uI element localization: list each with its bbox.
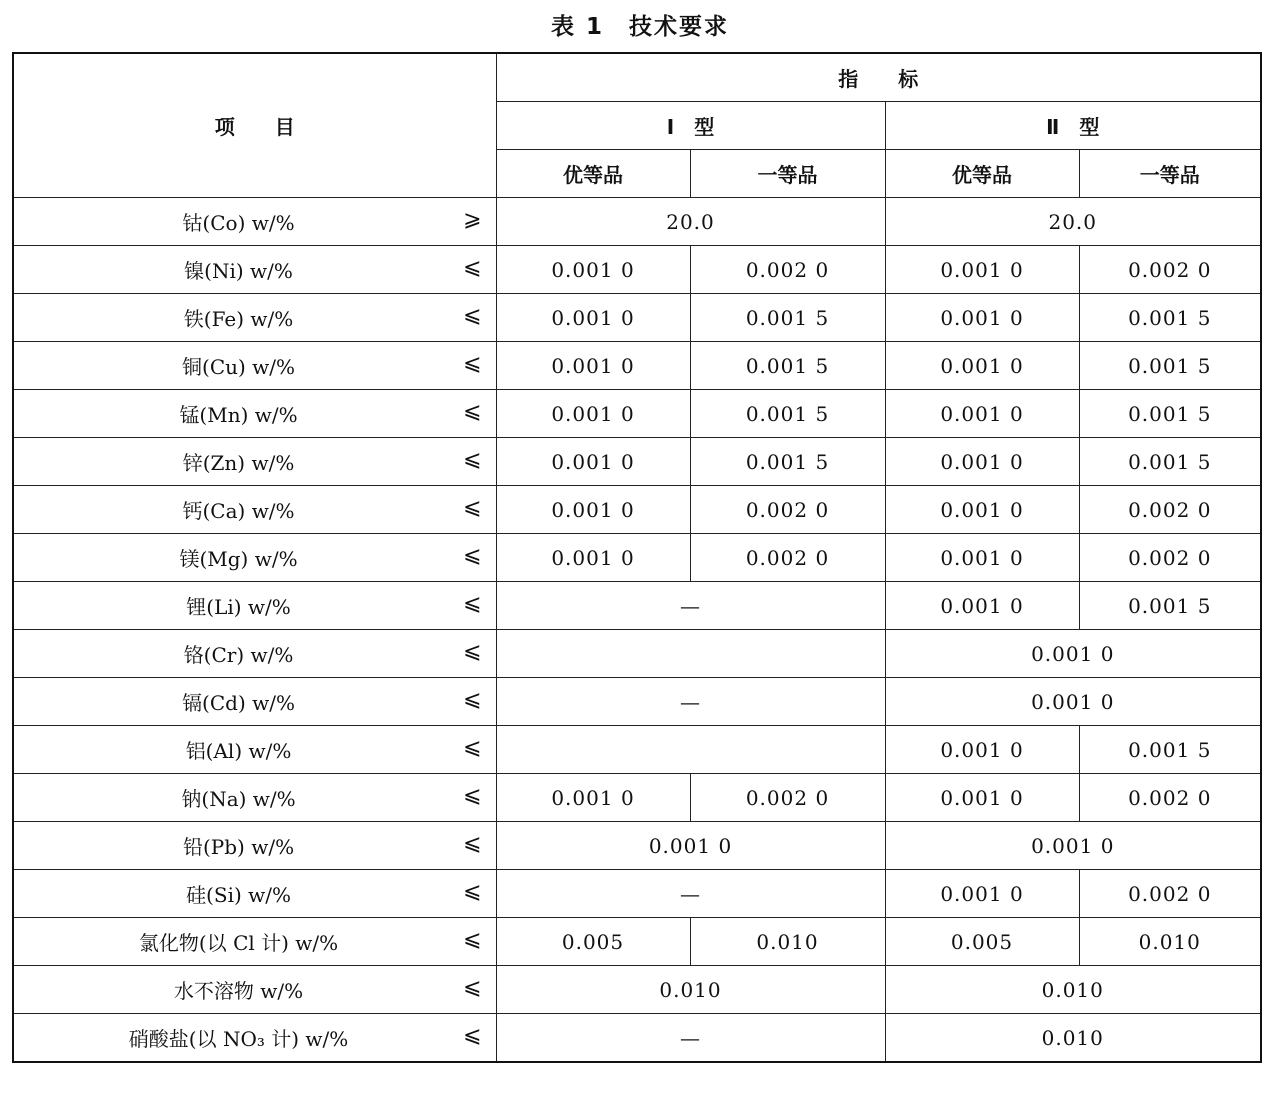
value-cell: 0.001 0 (885, 630, 1261, 678)
value-cell: 0.001 0 (496, 294, 690, 342)
value-cell: 0.010 (885, 966, 1261, 1014)
value-cell: 0.001 5 (690, 438, 885, 486)
value-cell: 0.005 (885, 918, 1079, 966)
row-relation: ⩽ (463, 975, 482, 1000)
table-row (13, 774, 1261, 822)
header-item: 项 目 (13, 53, 496, 198)
row-relation: ⩽ (463, 399, 482, 424)
row-relation: ⩽ (463, 735, 482, 760)
table-row (13, 966, 1261, 1014)
row-item-label: 硝酸盐(以 NO₃ 计) w/% (128, 1027, 349, 1051)
value-cell (496, 630, 885, 678)
row-relation: ⩽ (463, 303, 482, 328)
table-row (13, 390, 1261, 438)
header-row-indicator (13, 53, 1261, 102)
row-item-label: 镉(Cd) w/% (182, 691, 295, 715)
value-cell: 0.001 0 (885, 870, 1079, 918)
row-item-label: 铅(Pb) w/% (182, 835, 295, 859)
value-cell: 0.001 0 (885, 246, 1079, 294)
table-title: 表 1 技术要求 (550, 14, 729, 40)
value-cell: 0.005 (496, 918, 690, 966)
header-type2-superior: 优等品 (885, 150, 1079, 198)
value-cell: 0.001 0 (885, 438, 1079, 486)
table-row (13, 1014, 1261, 1063)
table-row (13, 534, 1261, 582)
row-item-label: 镍(Ni) w/% (184, 259, 293, 283)
row-relation: ⩾ (463, 207, 482, 232)
value-cell: 0.001 0 (885, 822, 1261, 870)
row-relation: ⩽ (463, 495, 482, 520)
table-row (13, 246, 1261, 294)
row-relation: ⩽ (463, 831, 482, 856)
row-item (13, 534, 496, 582)
value-cell: 0.001 0 (496, 486, 690, 534)
value-cell: 0.001 5 (690, 294, 885, 342)
value-cell: 0.001 0 (885, 390, 1079, 438)
row-item (13, 678, 496, 726)
table-row (13, 726, 1261, 774)
header-type1-superior: 优等品 (496, 150, 690, 198)
value-cell: 0.001 0 (885, 582, 1079, 630)
table-row (13, 486, 1261, 534)
value-cell: 0.001 5 (1079, 294, 1261, 342)
value-cell: 0.002 0 (1079, 486, 1261, 534)
table-row (13, 294, 1261, 342)
row-item (13, 966, 496, 1014)
value-cell: 0.002 0 (690, 774, 885, 822)
value-cell: 0.001 5 (1079, 390, 1261, 438)
header-type2-first: 一等品 (1079, 150, 1261, 198)
row-relation: ⩽ (463, 687, 482, 712)
row-item-label: 铝(Al) w/% (185, 739, 292, 763)
value-cell: 0.001 0 (885, 774, 1079, 822)
row-relation: ⩽ (463, 447, 482, 472)
value-cell: 0.001 5 (1079, 438, 1261, 486)
row-item (13, 630, 496, 678)
row-relation: ⩽ (463, 639, 482, 664)
value-cell: 0.001 5 (690, 342, 885, 390)
value-cell: — (496, 582, 885, 630)
row-relation: ⩽ (463, 927, 482, 952)
row-item-label: 钙(Ca) w/% (182, 499, 295, 523)
row-item-label: 锂(Li) w/% (186, 595, 291, 619)
value-cell: 0.002 0 (1079, 870, 1261, 918)
row-relation: ⩽ (463, 783, 482, 808)
value-cell: 0.001 0 (496, 342, 690, 390)
value-cell: 0.002 0 (1079, 774, 1261, 822)
value-cell: 0.010 (885, 1014, 1261, 1063)
row-item-label: 铁(Fe) w/% (183, 307, 294, 331)
value-cell: 0.001 0 (885, 678, 1261, 726)
table-row (13, 582, 1261, 630)
value-cell: 0.001 0 (496, 822, 885, 870)
value-cell: — (496, 1014, 885, 1063)
value-cell: 0.001 0 (496, 246, 690, 294)
row-item-label: 水不溶物 w/% (173, 979, 304, 1003)
header-type-2: Ⅱ 型 (885, 102, 1261, 150)
row-item-label: 锰(Mn) w/% (179, 403, 298, 427)
row-item (13, 438, 496, 486)
value-cell: 0.001 0 (885, 294, 1079, 342)
row-item-label: 铜(Cu) w/% (182, 355, 296, 379)
row-relation: ⩽ (463, 543, 482, 568)
row-relation: ⩽ (463, 255, 482, 280)
row-item (13, 870, 496, 918)
row-item-label: 钴(Co) w/% (182, 211, 295, 235)
value-cell: 0.001 0 (885, 726, 1079, 774)
table-row (13, 438, 1261, 486)
value-cell: 0.001 0 (496, 774, 690, 822)
row-item-label: 铬(Cr) w/% (183, 643, 294, 667)
value-cell: 0.002 0 (690, 486, 885, 534)
table-row (13, 870, 1261, 918)
value-cell: 0.001 0 (885, 486, 1079, 534)
row-item (13, 342, 496, 390)
value-cell: 0.002 0 (1079, 246, 1261, 294)
value-cell: 0.001 5 (1079, 582, 1261, 630)
value-cell: 0.010 (1079, 918, 1261, 966)
value-cell: 0.010 (496, 966, 885, 1014)
row-item (13, 822, 496, 870)
row-item (13, 294, 496, 342)
value-cell: 0.002 0 (690, 246, 885, 294)
value-cell: 0.001 0 (885, 342, 1079, 390)
header-type1-first: 一等品 (690, 150, 885, 198)
value-cell: 20.0 (496, 198, 885, 246)
row-item (13, 726, 496, 774)
row-relation: ⩽ (463, 1023, 482, 1048)
value-cell: 0.001 0 (885, 534, 1079, 582)
row-item (13, 1014, 496, 1063)
header-type-1: Ⅰ 型 (496, 102, 885, 150)
value-cell: 0.001 5 (1079, 726, 1261, 774)
header-indicator: 指 标 (496, 53, 1261, 102)
value-cell: 0.002 0 (1079, 534, 1261, 582)
row-relation: ⩽ (463, 351, 482, 376)
table-row (13, 822, 1261, 870)
table-row (13, 198, 1261, 246)
row-item-label: 钠(Na) w/% (181, 787, 296, 811)
value-cell: 0.001 5 (1079, 342, 1261, 390)
row-item (13, 390, 496, 438)
value-cell: 0.001 5 (690, 390, 885, 438)
row-item (13, 198, 496, 246)
value-cell: 0.002 0 (690, 534, 885, 582)
table-row (13, 678, 1261, 726)
row-item-label: 镁(Mg) w/% (179, 547, 298, 571)
row-relation: ⩽ (463, 591, 482, 616)
value-cell (496, 726, 885, 774)
table-row (13, 918, 1261, 966)
value-cell: 0.001 0 (496, 534, 690, 582)
row-item (13, 246, 496, 294)
value-cell: — (496, 678, 885, 726)
row-item-label: 锌(Zn) w/% (182, 451, 295, 475)
value-cell: 0.010 (690, 918, 885, 966)
row-item-label: 硅(Si) w/% (186, 883, 291, 907)
row-item-label: 氯化物(以 Cl 计) w/% (138, 931, 339, 955)
row-relation: ⩽ (463, 879, 482, 904)
value-cell: 20.0 (885, 198, 1261, 246)
row-item (13, 918, 496, 966)
row-item (13, 582, 496, 630)
table-row (13, 630, 1261, 678)
value-cell: 0.001 0 (496, 390, 690, 438)
row-item (13, 774, 496, 822)
technical-requirements-table (12, 52, 1262, 1063)
row-item (13, 486, 496, 534)
value-cell: — (496, 870, 885, 918)
value-cell: 0.001 0 (496, 438, 690, 486)
table-row (13, 342, 1261, 390)
